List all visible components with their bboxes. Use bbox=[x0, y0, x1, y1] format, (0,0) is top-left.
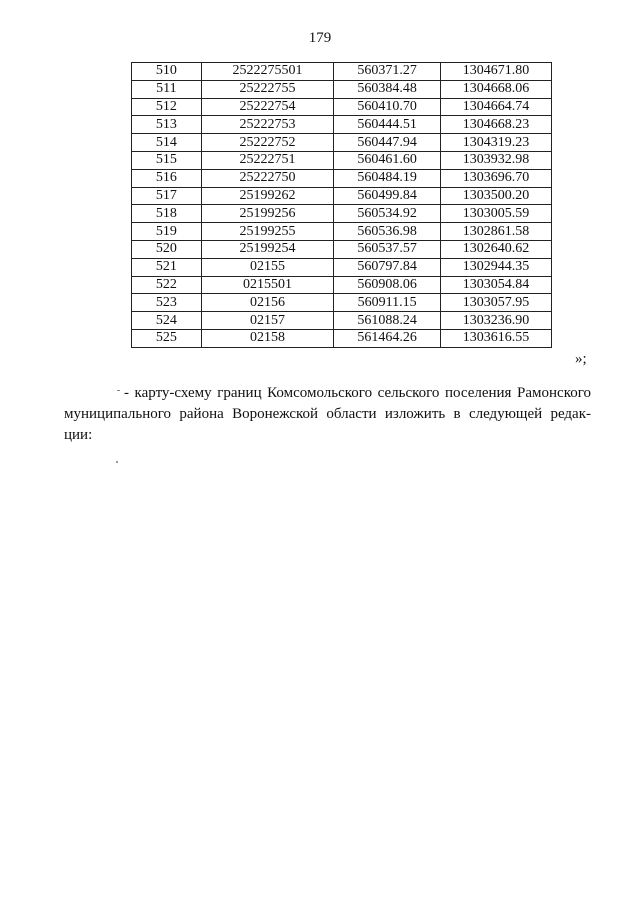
y-coordinate-cell: 1303057.95 bbox=[441, 294, 552, 312]
table-row bbox=[132, 187, 552, 205]
table-row bbox=[132, 258, 552, 276]
point-id-cell: 25222755 bbox=[201, 80, 333, 98]
coordinates-table bbox=[131, 62, 552, 348]
x-coordinate-cell: 561088.24 bbox=[334, 312, 441, 330]
x-coordinate-cell: 560536.98 bbox=[334, 223, 441, 241]
point-number-cell: 514 bbox=[132, 134, 202, 152]
point-number-cell: 521 bbox=[132, 258, 202, 276]
point-id-cell: 02156 bbox=[201, 294, 333, 312]
point-number-cell: 512 bbox=[132, 98, 202, 116]
y-coordinate-cell: 1302944.35 bbox=[441, 258, 552, 276]
x-coordinate-cell: 560797.84 bbox=[334, 258, 441, 276]
point-number-cell: 511 bbox=[132, 80, 202, 98]
point-id-cell: 02158 bbox=[201, 329, 333, 347]
x-coordinate-cell: 560444.51 bbox=[334, 116, 441, 134]
table-row bbox=[132, 134, 552, 152]
y-coordinate-cell: 1303616.55 bbox=[441, 329, 552, 347]
x-coordinate-cell: 560534.92 bbox=[334, 205, 441, 223]
x-coordinate-cell: 560911.15 bbox=[334, 294, 441, 312]
y-coordinate-cell: 1303696.70 bbox=[441, 169, 552, 187]
point-id-cell: 25199255 bbox=[201, 223, 333, 241]
point-id-cell: 25222752 bbox=[201, 134, 333, 152]
y-coordinate-cell: 1304668.06 bbox=[441, 80, 552, 98]
point-id-cell: 25199254 bbox=[201, 240, 333, 258]
table-row bbox=[132, 169, 552, 187]
coordinates-table-body bbox=[132, 63, 552, 348]
table-row bbox=[132, 312, 552, 330]
table-row bbox=[132, 223, 552, 241]
point-number-cell: 520 bbox=[132, 240, 202, 258]
y-coordinate-cell: 1303500.20 bbox=[441, 187, 552, 205]
y-coordinate-cell: 1302640.62 bbox=[441, 240, 552, 258]
table-row bbox=[132, 151, 552, 169]
x-coordinate-cell: 560384.48 bbox=[334, 80, 441, 98]
x-coordinate-cell: 560908.06 bbox=[334, 276, 441, 294]
table-row bbox=[132, 329, 552, 347]
x-coordinate-cell: 560371.27 bbox=[334, 63, 441, 81]
paragraph-line: ции: bbox=[64, 427, 93, 443]
paragraph-line: муниципального района Воронежской области изложить в следующей редак- bbox=[64, 406, 591, 422]
paragraph-line: - карту-схему границ Комсомольского сельского поселения Рамонского bbox=[124, 385, 591, 401]
y-coordinate-cell: 1304671.80 bbox=[441, 63, 552, 81]
x-coordinate-cell: 560484.19 bbox=[334, 169, 441, 187]
x-coordinate-cell: 561464.26 bbox=[334, 329, 441, 347]
point-number-cell: 518 bbox=[132, 205, 202, 223]
table-row bbox=[132, 240, 552, 258]
point-number-cell: 522 bbox=[132, 276, 202, 294]
point-number-cell: 516 bbox=[132, 169, 202, 187]
y-coordinate-cell: 1303932.98 bbox=[441, 151, 552, 169]
x-coordinate-cell: 560410.70 bbox=[334, 98, 441, 116]
table-row bbox=[132, 294, 552, 312]
y-coordinate-cell: 1303054.84 bbox=[441, 276, 552, 294]
y-coordinate-cell: 1302861.58 bbox=[441, 223, 552, 241]
y-coordinate-cell: 1304319.23 bbox=[441, 134, 552, 152]
point-number-cell: 510 bbox=[132, 63, 202, 81]
y-coordinate-cell: 1304668.23 bbox=[441, 116, 552, 134]
table-row bbox=[132, 116, 552, 134]
point-id-cell: 25222750 bbox=[201, 169, 333, 187]
point-id-cell: 25222754 bbox=[201, 98, 333, 116]
point-id-cell: 02155 bbox=[201, 258, 333, 276]
point-number-cell: 513 bbox=[132, 116, 202, 134]
point-number-cell: 524 bbox=[132, 312, 202, 330]
scan-speck bbox=[116, 461, 118, 463]
point-id-cell: 2522275501 bbox=[201, 63, 333, 81]
scan-speck bbox=[117, 390, 120, 391]
point-id-cell: 25222753 bbox=[201, 116, 333, 134]
x-coordinate-cell: 560537.57 bbox=[334, 240, 441, 258]
table-row bbox=[132, 276, 552, 294]
point-id-cell: 0215501 bbox=[201, 276, 333, 294]
body-paragraph bbox=[64, 383, 591, 446]
point-number-cell: 515 bbox=[132, 151, 202, 169]
table-row bbox=[132, 63, 552, 81]
point-number-cell: 517 bbox=[132, 187, 202, 205]
point-id-cell: 02157 bbox=[201, 312, 333, 330]
page-number: 179 bbox=[308, 30, 332, 46]
table-row bbox=[132, 98, 552, 116]
point-number-cell: 523 bbox=[132, 294, 202, 312]
x-coordinate-cell: 560447.94 bbox=[334, 134, 441, 152]
closing-quote: »; bbox=[575, 351, 587, 367]
point-id-cell: 25222751 bbox=[201, 151, 333, 169]
x-coordinate-cell: 560499.84 bbox=[334, 187, 441, 205]
table-row bbox=[132, 80, 552, 98]
point-id-cell: 25199262 bbox=[201, 187, 333, 205]
y-coordinate-cell: 1303005.59 bbox=[441, 205, 552, 223]
point-number-cell: 519 bbox=[132, 223, 202, 241]
y-coordinate-cell: 1304664.74 bbox=[441, 98, 552, 116]
point-number-cell: 525 bbox=[132, 329, 202, 347]
x-coordinate-cell: 560461.60 bbox=[334, 151, 441, 169]
y-coordinate-cell: 1303236.90 bbox=[441, 312, 552, 330]
table-row bbox=[132, 205, 552, 223]
point-id-cell: 25199256 bbox=[201, 205, 333, 223]
